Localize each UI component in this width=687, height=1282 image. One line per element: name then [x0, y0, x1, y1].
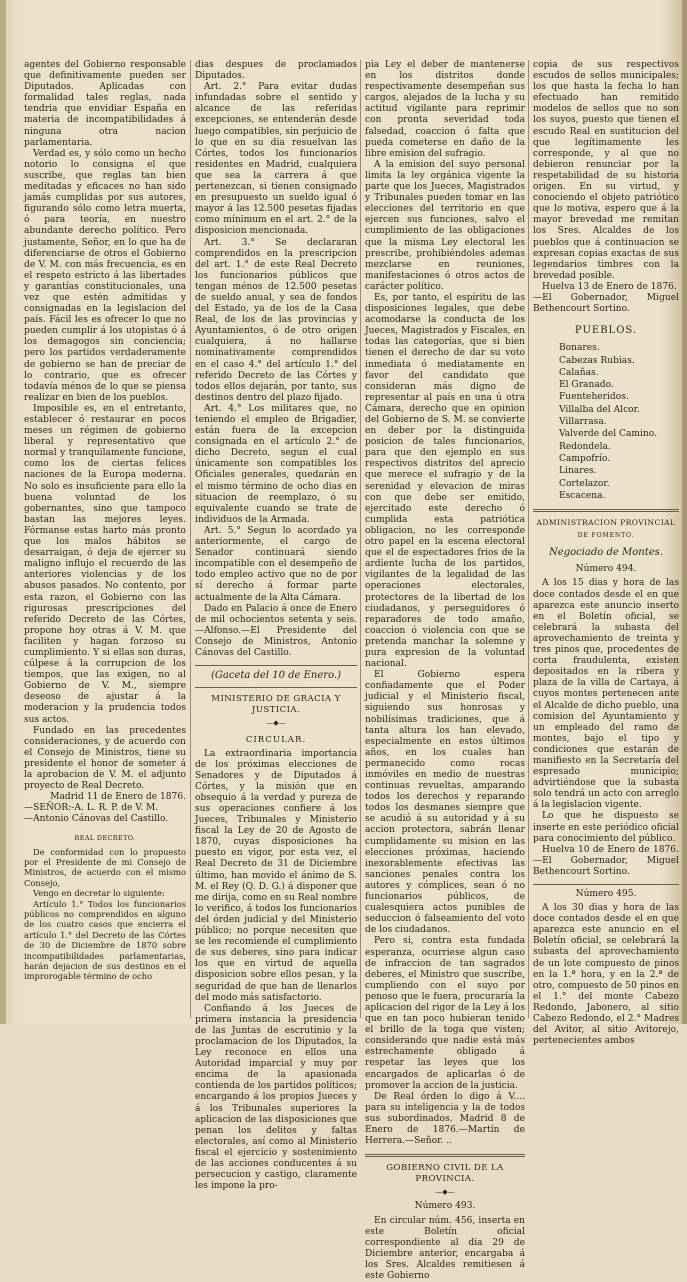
- paragraph: A la emision del suyo personal limita la ley orgánica vigente la parte que los Jueces, Magistrados y Tribunales pueden tomar en las elecciones del territorio en que ejercen sus funciones, salvo el cumplimiento de las obligaciones que la misma Ley electoral les prescribe, prohibiéndoles ademas mezclarse en reuniones, manifestaciones ó otros actos de carácter político.: [365, 159, 525, 292]
- paragraph: Artículo 1.° Todos los funcionarios públicos no comprendidos en alguno de los cuatro casos que encierra el artículo 1.° del Decreto de las Córtes de 30 de Diciembre de 1870 sobre incompatibilidades parlamentarias, harán dejacion de sus destinos en el improrogable término de ocho: [24, 898, 186, 982]
- column-3: [365, 60, 525, 1282]
- column-4: [533, 60, 679, 1047]
- paragraph: pia Ley el deber de mantenerse en los distritos donde respectivamente desempeñan sus cargos, alejados de la lucha y su actitud vigilante para reprimir con pronta severidad toda falsedad, coaccion ó falta que pueda cometerse en daño de la libre emision del sufragio.: [365, 60, 525, 159]
- ministry-title: MINISTERIO DE GRACIA Y JUSTICIA.: [211, 694, 341, 716]
- divider: [195, 665, 357, 666]
- pueblos-list: [559, 342, 679, 502]
- admin-title: ADMINISTRACION PROVINCIAL: [536, 518, 676, 528]
- paragraph: De conformidad con lo propuesto por el Presidente de mi Consejo de Ministros, de acuerdo con el mismo Consejo,: [24, 846, 186, 888]
- gazette-reference: (Gaceta del 10 de Enero.): [211, 670, 341, 682]
- divider: [195, 687, 357, 688]
- paragraph: A los 30 dias y hora de las doce contados desde el en que aparezca este anuncio en el Boletín oficial, se celebrará la subasta del aprovechamiento de un lote compuesto de pinos en la 1.ª hora, y en la 2.ª de otro, compuesto de 50 pinos en el 1.° del monte Cabezo Redondo, Jabonero, al sitio Cabezo Redondo, el 2.° Madres del Avitor, al sitio Avitorejo, pertenecientes ambos: [533, 903, 679, 1047]
- paragraph: Art. 4.° Los militares que, no teniendo el empleo de Brigadier, están fuera de la excepcion consignada en el artículo 2.° de dicho Decreto, segun el cual únicamente son compatibles los Oficiales generales, quedarán en el mismo término de ocho dias en situacion de reemplazo, ó su equivalente cuando se trate de individuos de la Armada.: [195, 403, 357, 525]
- paragraph: Art. 2.° Para evitar dudas infundadas sobre el sentido y alcance de las referidas excepciones, se entenderán desde luego compatibles, sin perjuicio de lo que en su dia resuelvan las Córtes, todos los funcionarios residentes en Madrid, cualquiera que sea la carrera á que pertenezcan, si tienen consignado en presupuesto un sueldo igual ó mayor á las 12.500 pesetas fijadas como mínimum en el art. 2.° de la disposicion mencionada.: [195, 82, 357, 237]
- paragraph: agentes del Gobierno responsable que definitivamente pueden ser Diputados. Aplicadas con formalidad tales reglas, nada tendria que envidiar España en materia de incompatibilidades á ninguna otra nacion parlamentaria.: [24, 60, 186, 148]
- signature-line: —Antonio Cánovas del Castillo.: [24, 814, 169, 825]
- column-rule: [360, 60, 361, 1018]
- signature-line: —SEÑOR:-A. L. R. P. de V. M.: [24, 803, 159, 814]
- paragraph: Vengo en decretar lo siguiente:: [33, 888, 165, 899]
- list-item: Cortelazor.: [559, 478, 610, 489]
- date-line: Huelva 13 de Enero de 1876.: [542, 281, 677, 292]
- list-item: Redondela.: [559, 441, 611, 452]
- notice-number: Número 494.: [575, 564, 637, 575]
- list-item: Villalba del Alcor.: [559, 404, 640, 415]
- list-item: Cabezas Rubias.: [559, 355, 635, 366]
- column-2: [195, 60, 357, 1192]
- date-line: Madrid 11 de Enero de 1876.: [50, 792, 186, 803]
- paragraph: Fundado en las precedentes consideraciones, y de acuerdo con el Consejo de Ministros, tiene su presidente el honor de someter á la aprobacion de V. M. el adjunto proyecto de Real Decreto.: [24, 725, 186, 792]
- list-item: El Granado.: [559, 380, 614, 391]
- paragraph: Art. 3.° Se declararan comprendidos en la prescripcion del art. 1.° de este Real Decreto los funcionarios públicos que tengan ménos de 12.500 pesetas de sueldo anual, y sea de fondos del Estado, ya de los de la Casa Real, de los de las provincias y Ayuntamientos, ó de otro origen cualquiera, á no hallarse nominativamente comprendidos en el caso 4.° del artículo 1.° del referido Decreto de las Córtes y todos ellos dejarán, por tanto, sus destinos dentro del plazo fijado.: [195, 237, 357, 403]
- notice-number: Número 495.: [575, 889, 637, 900]
- divider: [533, 884, 679, 885]
- paragraph: Art. 5.° Segun lo acordado ya anteriormente, el cargo de Senador continuará siendo incompatible con el desempeño de todo empleo activo que no de por sí derecho á formar parte actualmente de la Alta Cámara.: [195, 525, 357, 603]
- paragraph: Lo que he dispuesto se inserte en este periódico oficial para conocimiento del público.: [533, 811, 679, 844]
- list-item: Linares.: [559, 466, 597, 477]
- paragraph: El Gobierno espera confiadamente que el Poder judicial y el Ministerio fiscal, siguiendo sus honrosas y nobilísimas tradiciones, que á tanta altura los han elevado, especialmente en estos últimos años, en los cuales han permanecido como rocas inmóviles en medio de nuestras continuas revueltas, amparando todos los derechos y reparando todos los desmanes siempre que se acudió á su autoridad y á su accion protectora, sabrán llenar cumplidamente su mision en las elecciones próximas, haciendo inexorablemente efectivas las sanciones penales contra los autores y cómplices, sean ó no funcionarios públicos, de cualesquiera actos punibles de seduccion ó falseamiento del voto de los ciudadanos.: [365, 670, 525, 936]
- signature-line: —El Gobernador, Miguel Bethencourt Sortino.: [533, 292, 679, 315]
- paragraph: Dado en Palacio á once de Enero de mil ochocientos setenta y seis.—Alfonso.—El Presidente del Consejo de Ministros, Antonio Cánovas del Castillo.: [195, 603, 357, 658]
- paragraph: La extraordinaria importancia de los próximas elecciones de Senadores y de Diputados á Córtes, y la misión que en obsequio á la verdad y pureza de sus operaciones confiere á los Jueces, Tribunales y Ministerio fiscal la Ley de 20 de Agosto de 1870, cuyas disposiciones ha puesto en vigor, por esta vez, el Real Decreto de 31 de Diciembre último, han movido el ánimo de S. M. el Rey (Q. D. G.) á disponer que me dirija, como en su Real nombre lo verifico, á todos los funcionarios del órden judicial y del Ministerio público; no porque necesiten que se les recomiende el cumplimiento de sus deberes, sino para indicar los que en virtud de aquella disposicion sobre ellos pesan, y la seguridad de que han de llenarlos del modo más satisfactorio.: [195, 748, 357, 1003]
- paragraph: En circular núm. 456, inserta en este Boletín oficial correspondiente al dia 29 de Diciembre anterior, encargaba á los Sres. Alcaldes remitiesen á este Gobierno: [365, 1215, 525, 1282]
- ornament: —◆—: [435, 1188, 455, 1197]
- column-1: [24, 60, 186, 1020]
- list-item: Calañas.: [559, 367, 599, 378]
- admin-subtitle: DE FOMENTO.: [577, 532, 635, 540]
- gov-title: GOBIERNO CIVIL DE LA PROVINCIA.: [386, 1163, 504, 1185]
- page-fold-right: [682, 0, 687, 1024]
- column-rule: [528, 60, 529, 1018]
- list-item: Villarrasa.: [559, 417, 607, 428]
- signature-line: Huelva 10 de Enero de 1876.—El Gobernador, Miguel Bethencourt Sortino.: [533, 844, 679, 877]
- pueblos-title: PUEBLOS.: [574, 325, 638, 337]
- column-rule: [190, 60, 191, 1018]
- ornament: —◆—: [266, 719, 286, 728]
- circular-title: CIRCULAR.: [245, 735, 307, 746]
- page-fold-left: [0, 0, 6, 1024]
- list-item: Escacena.: [559, 490, 606, 501]
- divider: [533, 509, 679, 512]
- divider: [365, 1154, 525, 1157]
- paragraph: Confiando á los Jueces de primera instancia la presidencia de las Juntas de escrutinio y la proclamacion de los Diputados, la Ley reconoce en ellos una Autoridad imparcial y muy por encima de la apasionada contienda de los partidos políticos; encargando á los propios Jueces y á los Tribunales superiores la aplicacion de las disposiciones que penan los delitos y faltas electorales, así como al Ministerio fiscal el ejercicio y sostenimiento de las acciones conducentes á su persecucion y castigo, claramente les impone la pro-: [195, 1003, 357, 1192]
- list-item: Valverde del Camino.: [559, 429, 657, 440]
- list-item: Fuenteheridos.: [559, 392, 629, 403]
- paragraph: Pero si, contra esta fundada esperanza, ocurriese algun caso de infraccion de tan sagrados deberes, el Ministro que suscribe, cumpliendo con el suyo por penoso que le fuera, procuraría la aplicacion del rigor de la Ley á los que en tan poco hubieran tenido el brillo de la toga que visten; considerando que nadie está más estrechamente obligado á respetar las leyes que los encargados de aplicarlas ó de promover la accion de la justicia.: [365, 936, 525, 1091]
- paragraph: De Real órden lo digo á V.... para su inteligencia y la de todos sus subordinados. Madrid 8 de Enero de 1876.—Martín de Herrera.—Señor. ..: [365, 1091, 525, 1147]
- section-title: Negociado de Montes.: [549, 547, 663, 559]
- paragraph: Verdad es, y sólo como un hecho notorio lo consigna el que suscribe, que reglas tan bien meditadas y eficaces no han sido jamás cumplidas por sus autores, figurando sólo como letra muerta, ó para teoría, en nuestro abundante derecho político. Pero justamente, Señor, en lo que ha de diferenciarse de otros el Gobierno de V. M. con más frecuencia, es en el respeto estricto á las libertades y garantías constitucionales, una vez que estén admitidas y consignadas en la legislacion del país. Fácil les es ofrecer lo que no pueden cumplir á los utopistas ó á los demagogos sin conciencia; pero los partidos verdaderamente de gobierno se han de preciar de lo contrario, que es ofrecer todavía ménos de lo que se piensa realizar en bien de los pueblos.: [24, 148, 186, 403]
- paragraph: Imposible es, en el entretanto, establecer ó restaurar en pocos meses un régimen de gobierno liberal y representativo que normal y tranquilamente funcione, como los de ciertas felices naciones de la Europa moderna. No solo es insuficiente para ello la buena voluntad de los gobernantes, sino que tampoco bastan las mejores leyes. Fórmanse estas harto más pronto que los malos hábitos se desarraigan, ó deja de ejercer su maligno influjo el recuerdo de las anteriores violencias y de los abusos pasados. No contento, por esta razon, el Gobierno con las rigurosas prescripciones del referido Decreto de las Córtes, propone hoy otras á V. M. que faciliten y hagan forzoso su cumplimiento. Y si ellas son duras, cúlpese á la corrupcion de los tiempos, que las exigen, no al Gobierno de V. M., siempre deseoso de ajustar á la moderacion y la prudencia todos sus actos.: [24, 403, 186, 725]
- paragraph: copia de sus respectivos escudos de sellos municipales; los que hasta la fecha lo han efectuado han remitido modelos de sellos que no son los suyos, puesto que tienen el escudo Real en sustitucion del que legítimamente les corresponde, y al que no debieron renunciar por la respetabilidad de su historia origen. En su virtud, y conociendo el objeto patriótico que lo motiva, espero que á la mayor brevedad me remitan los Sres. Alcaldes de los pueblos que á continuacion se expresan copias exactas de sus legendarios timbres con la brevedad posible.: [533, 60, 679, 281]
- decree-title: REAL DECRETO.: [74, 834, 136, 843]
- paragraph: Es, por tanto, el espíritu de las disposiciones legales, que debe acomodarse la conducta de los Jueces, Magistrados y Fiscales, en todas las categorías, que si bien tienen el derecho de dar su voto inmediata ó mediatamente en favor del candidato que consideran más digno de representar al país en una ú otra Cámara, derecho que en opinion del Gobierno de S. M. se convierte en deber por la distinguida posicion de tales funcionarios, para que den ejemplo en sus respectivos distritos del aprecio que merece el sufragio y de la serenidad y elevacion de miras con que debe ser emitido, ejercitado este derecho ó cumplida esta patriótica obligacion, no les corresponde otro papel en la escena electoral que el de espectadores frios de la ardiente lucha de los partidos, vigilantes de la legalidad de las operaciones electorales, protectores de la libertad de los ciudadanos, y perseguidores ó reparadores de todo amaño, coaccion ó violencia con que se pretenda manchar la solemne y pura expresion de la voluntad nacional.: [365, 292, 525, 670]
- list-item: Bonares.: [559, 343, 600, 354]
- list-item: Campofrío.: [559, 453, 611, 464]
- paragraph: A los 15 dias y hora de las doce contados desde el en que aparezca este anuncio inserto en el Boletín oficial, se celebrará la subasta del aprovechamiento de treinta y tres pinos que, procedentes de corta fraudulenta, existen depositados en la ribera y plaza de la villa de Cartaya, á cuyos montes pertenecen ante el Alcalde de dicho pueblo, una comision del Ayuntamiento y un empleado del ramo de montes, bajo el tipo y condiciones que estarán de manifiesto en la Secretaría del espresado municipio; advirtiéndose que la subasta solo tendrá un acto con arreglo á la legislacion vigente.: [533, 578, 679, 811]
- paragraph: dias despues de proclamados Diputados.: [195, 60, 357, 82]
- notice-number: Número 493.: [414, 1201, 476, 1212]
